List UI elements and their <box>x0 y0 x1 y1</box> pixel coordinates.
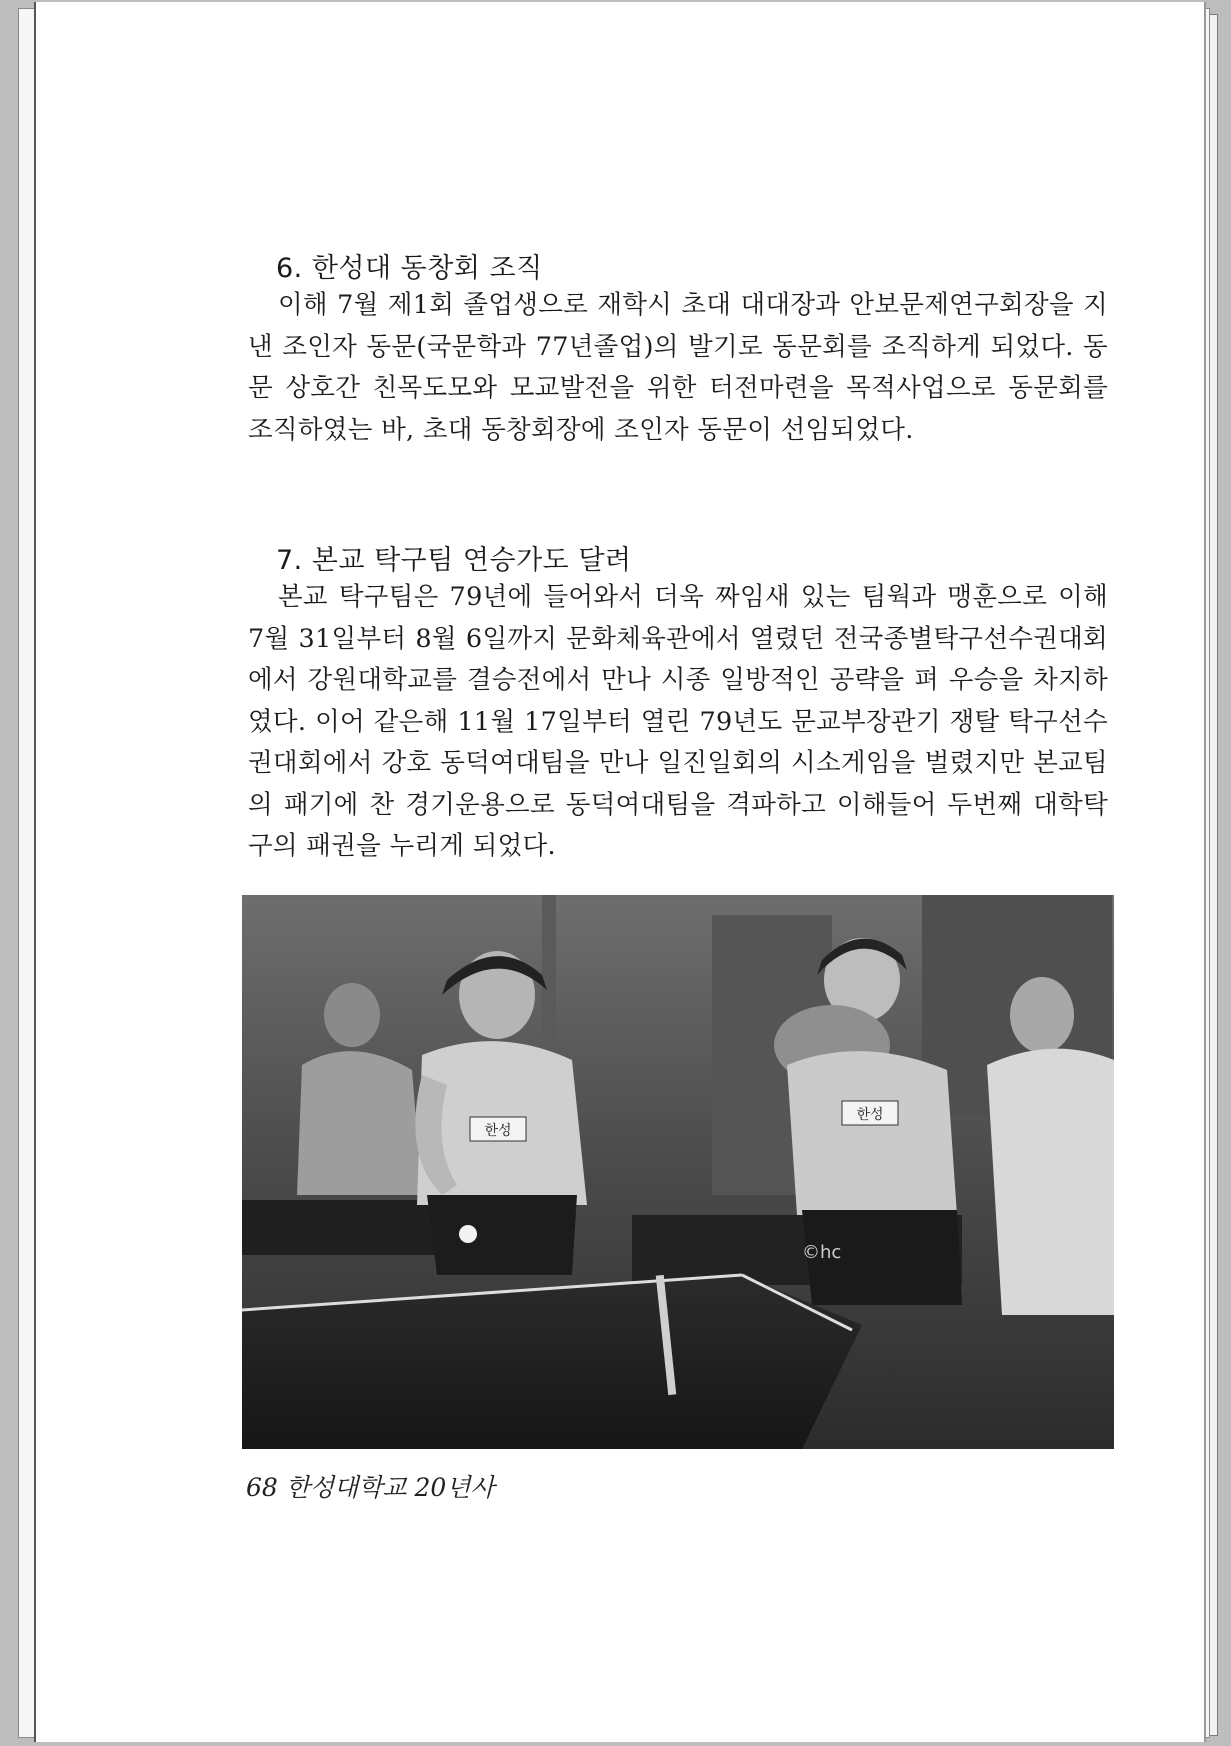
section-6-paragraph: 이해 7월 제1회 졸업생으로 재학시 초대 대대장과 안보문제연구회장을 지낸 조인자 동문(국문학과 77년졸업)의 발기로 동문회를 조직하게 되었다. 동문 상호간 친목도모와 모교발전을 위한 터전마련을 목적사업으로 동문회를 조직하였는 바, 초대 동창회장에 조인자 동문이 선임되었다. <box>248 290 1108 445</box>
book-page <box>34 2 1204 1742</box>
section-7-paragraph: 본교 탁구팀은 79년에 들어와서 더욱 짜임새 있는 팀웍과 맹훈으로 이해 7월 31일부터 8월 6일까지 문화체육관에서 열렸던 전국종별탁구선수권대회에서 강원대학교를 결승전에서 만나 시종 일방적인 공략을 펴 우승을 차지하였다. 이어 같은해 11월 17일부터 열린 79년도 문교부장관기 쟁탈 탁구선수권대회에서 강호 동덕여대팀을 만나 일진일회의 시소게임을 벌렸지만 본교팀의 패기에 찬 경기운용으로 동덕여대팀을 격파하고 이해들어 두번째 대학탁구의 패권을 누리게 되었다. <box>248 582 1108 861</box>
page-footer: 68 한성대학교 20년사 <box>246 1473 495 1502</box>
section-6-heading: 6. 한성대 동창회 조직 <box>276 253 543 284</box>
table-tennis-photo <box>242 895 1114 1449</box>
table-brand-mark: ©hc <box>802 1242 842 1263</box>
section-7-heading: 7. 본교 탁구팀 연승가도 달려 <box>276 545 632 576</box>
right-player-bib: 한성 <box>856 1107 884 1123</box>
left-player-bib: 한성 <box>484 1123 512 1139</box>
